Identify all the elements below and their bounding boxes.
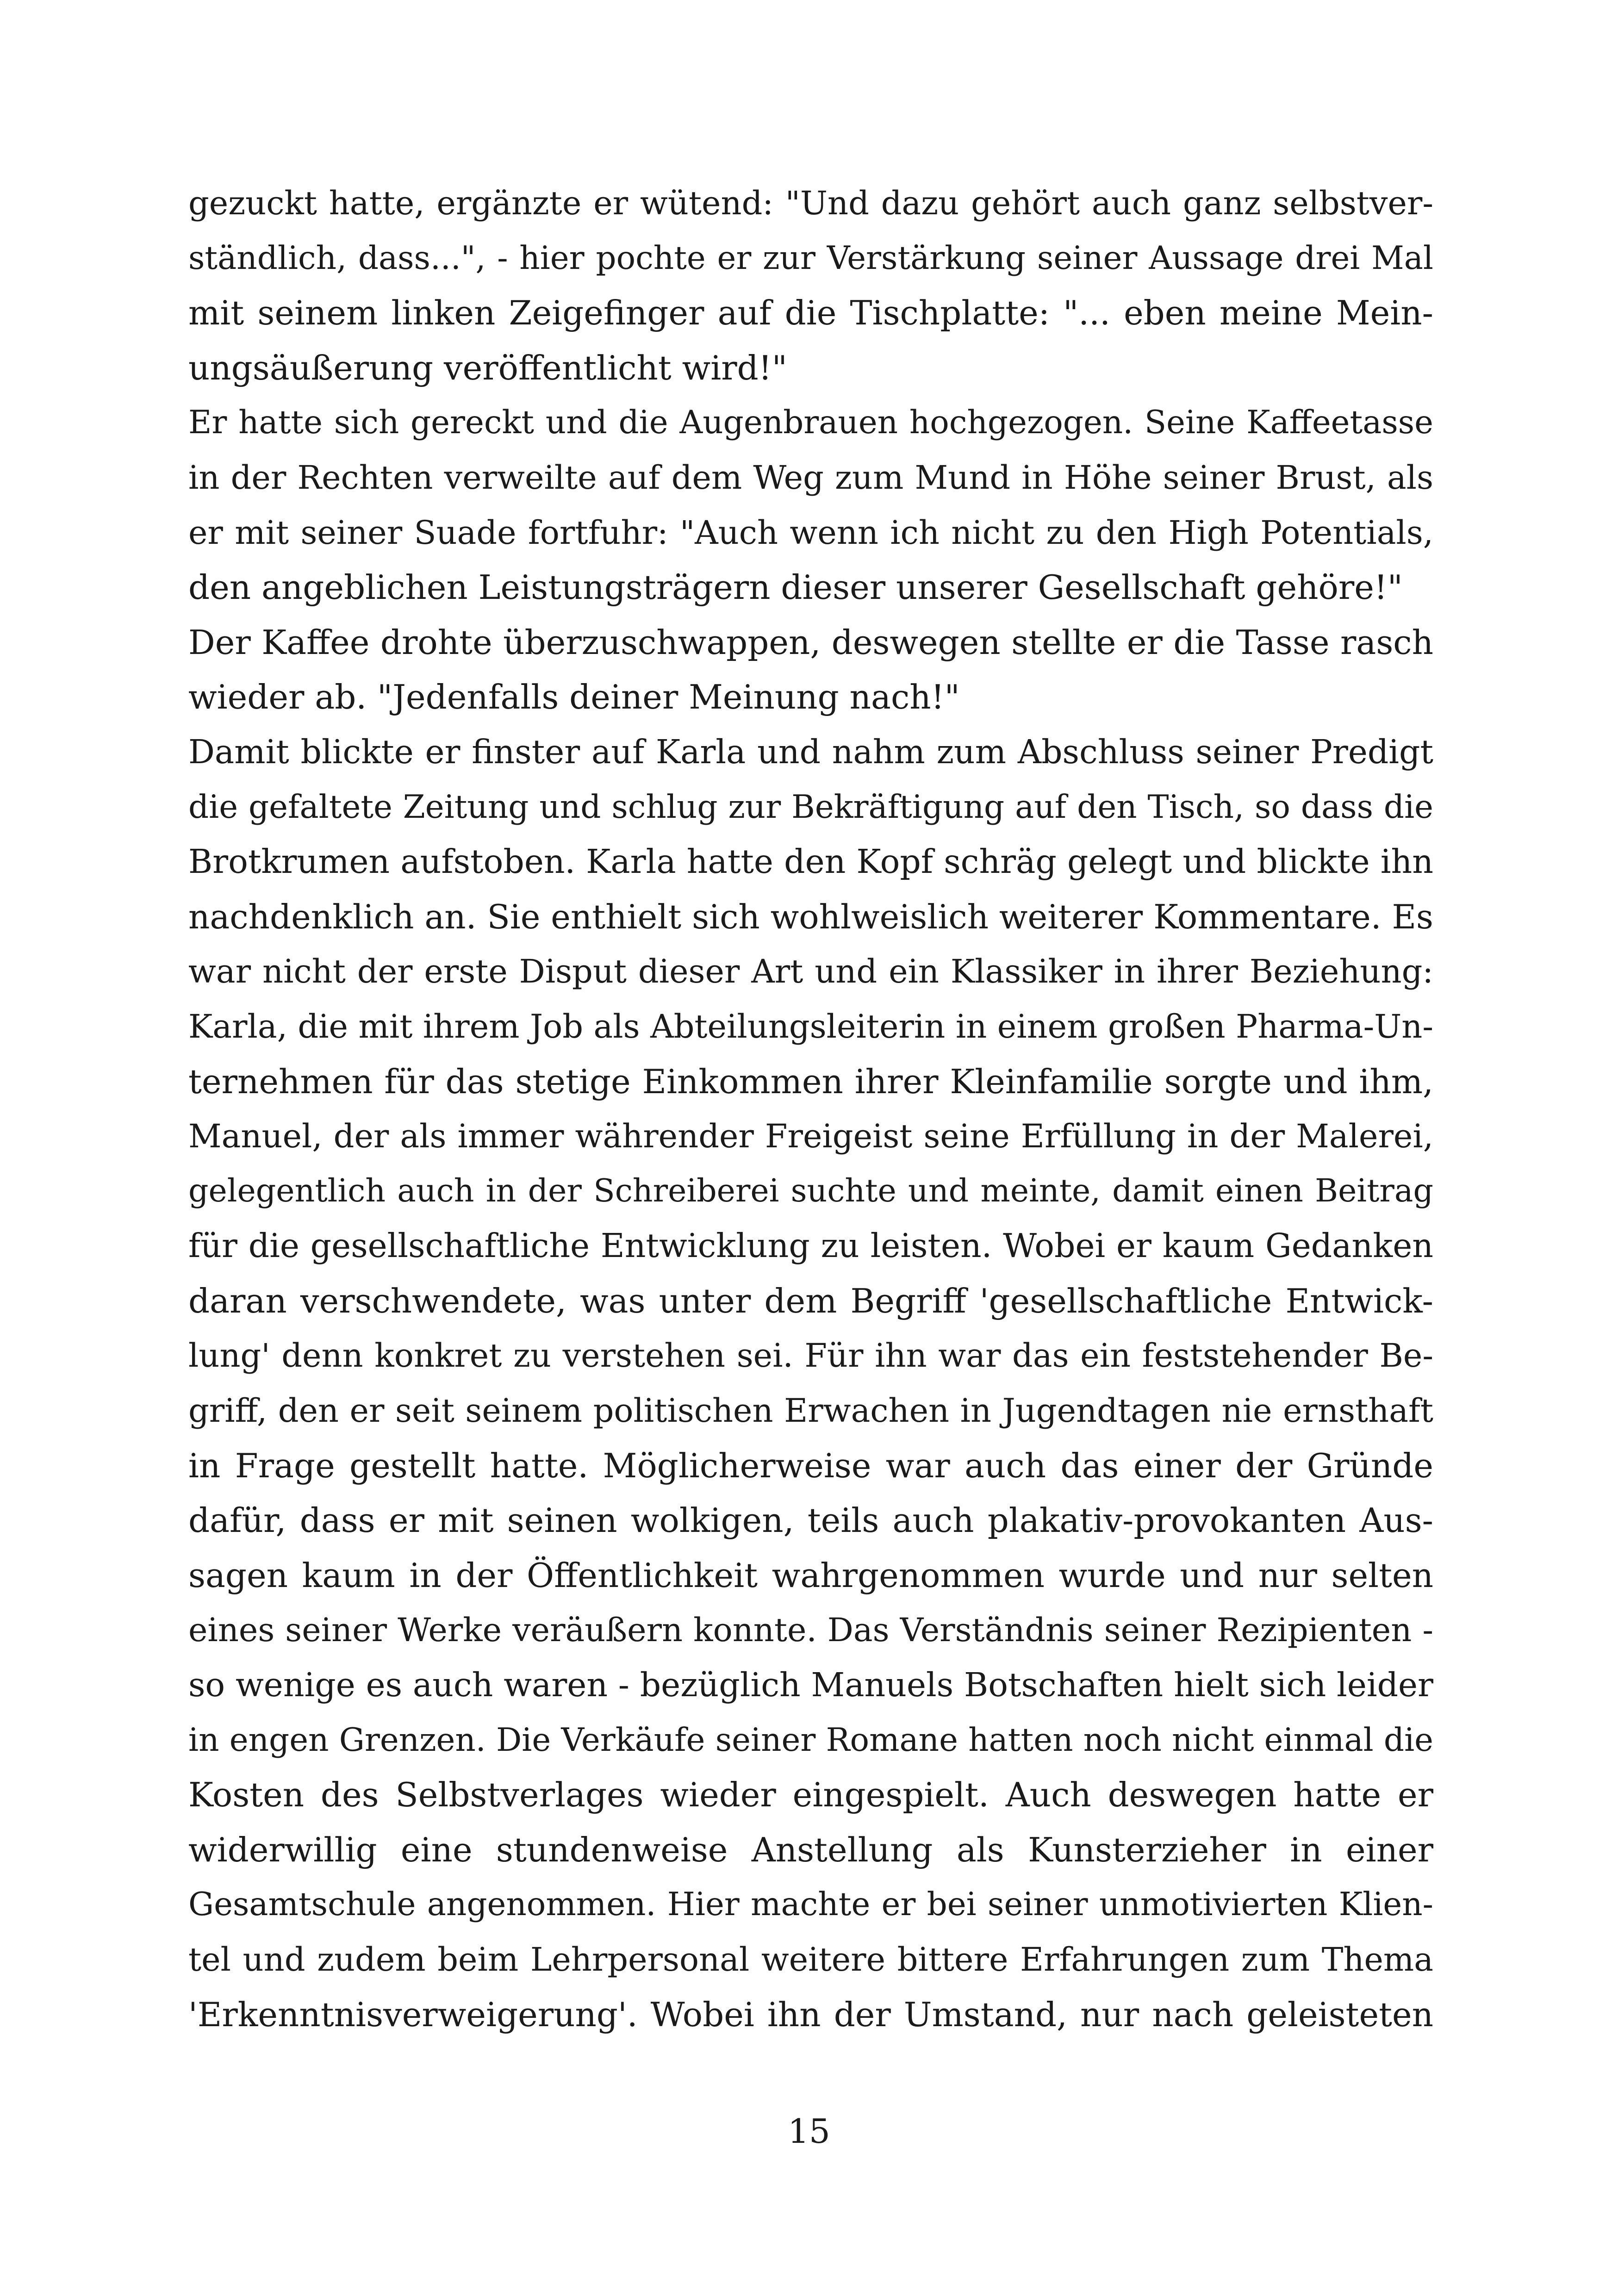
text-line: lung' denn konkret zu verstehen sei. Für ihn war das ein feststehender Be- <box>188 1337 1433 1375</box>
page-number: 15 <box>788 2112 830 2151</box>
text-line: griff, den er seit seinem politischen Erwachen in Jugendtagen nie ernsthaft <box>188 1392 1433 1430</box>
text-line: den angeblichen Leistungsträgern dieser unserer Gesellschaft gehöre!" <box>188 568 1403 607</box>
text-line: Karla, die mit ihrem Job als Abteilungsleiterin in einem großen Pharma-Un- <box>188 1007 1433 1045</box>
text-line: in Frage gestellt hatte. Möglicherweise war auch das einer der Gründe <box>188 1446 1433 1485</box>
text-line: 'Erkenntnisverweigerung'. Wobei ihn der Umstand, nur nach geleisteten <box>188 1995 1433 2034</box>
text-line: gezuckt hatte, ergänzte er wütend: "Und dazu gehört auch ganz selbstver- <box>188 184 1433 222</box>
text-line: eines seiner Werke veräußern konnte. Das Verständnis seiner Rezipienten - <box>188 1611 1433 1649</box>
text-line: dafür, dass er mit seinen wolkigen, teils auch plakativ-provokanten Aus- <box>188 1501 1433 1540</box>
text-line: widerwillig eine stundenweise Anstellung als Kunsterzieher in einer <box>188 1830 1433 1869</box>
text-line: war nicht der erste Disput dieser Art und ein Klassiker in ihrer Beziehung: <box>188 952 1433 991</box>
text-line: tel und zudem beim Lehrpersonal weitere bittere Erfahrungen zum Thema <box>188 1941 1433 1979</box>
text-line: wieder ab. "Jedenfalls deiner Meinung nach!" <box>188 678 960 717</box>
text-line: so wenige es auch waren - bezüglich Manuels Botschaften hielt sich leider <box>188 1666 1433 1705</box>
text-line: ternehmen für das stetige Einkommen ihrer Kleinfamilie sorgte und ihm, <box>188 1062 1433 1101</box>
text-line: gelegentlich auch in der Schreiberei suchte und meinte, damit einen Beitrag <box>188 1172 1433 1209</box>
text-line: Damit blickte er finster auf Karla und nahm zum Abschluss seiner Predigt <box>188 732 1433 771</box>
text-line: Gesamtschule angenommen. Hier machte er bei seiner unmotivierten Klien- <box>188 1886 1433 1923</box>
text-line: daran verschwendete, was unter dem Begriff 'gesellschaftliche Entwick- <box>188 1281 1433 1320</box>
text-line: Brotkrumen aufstoben. Karla hatte den Kopf schräg gelegt und blickte ihn <box>188 842 1433 881</box>
text-line: für die gesellschaftliche Entwicklung zu leisten. Wobei er kaum Gedanken <box>188 1226 1433 1265</box>
text-line: die gefaltete Zeitung und schlug zur Bekräftigung auf den Tisch, so dass die <box>188 788 1433 826</box>
text-line: mit seinem linken Zeigefinger auf die Tischplatte: "... eben meine Mein- <box>188 293 1433 333</box>
text-line: sagen kaum in der Öffentlichkeit wahrgenommen wurde und nur selten <box>188 1556 1433 1595</box>
text-line: Er hatte sich gereckt und die Augenbrauen hochgezogen. Seine Kaffeetasse <box>188 404 1433 442</box>
text-line: in der Rechten verweilte auf dem Weg zum Mund in Höhe seiner Brust, als <box>188 458 1433 497</box>
body-text <box>188 176 1433 2042</box>
text-line: Der Kaffee drohte überzuschwappen, deswegen stellte er die Tasse rasch <box>188 622 1433 662</box>
text-line: nachdenklich an. Sie enthielt sich wohlweislich weiterer Kommentare. Es <box>188 897 1433 936</box>
text-line: er mit seiner Suade fortfuhr: "Auch wenn ich nicht zu den High Potentials, <box>188 513 1433 552</box>
text-line: ungsäußerung veröffentlicht wird!" <box>188 348 787 387</box>
text-line: ständlich, dass...", - hier pochte er zur Verstärkung seiner Aussage drei Mal <box>188 239 1433 277</box>
text-line: Kosten des Selbstverlages wieder eingespielt. Auch deswegen hatte er <box>188 1775 1433 1815</box>
text-line: Manuel, der als immer währender Freigeist seine Erfüllung in der Malerei, <box>188 1117 1433 1156</box>
text-line: in engen Grenzen. Die Verkäufe seiner Romane hatten noch nicht einmal die <box>188 1721 1433 1759</box>
